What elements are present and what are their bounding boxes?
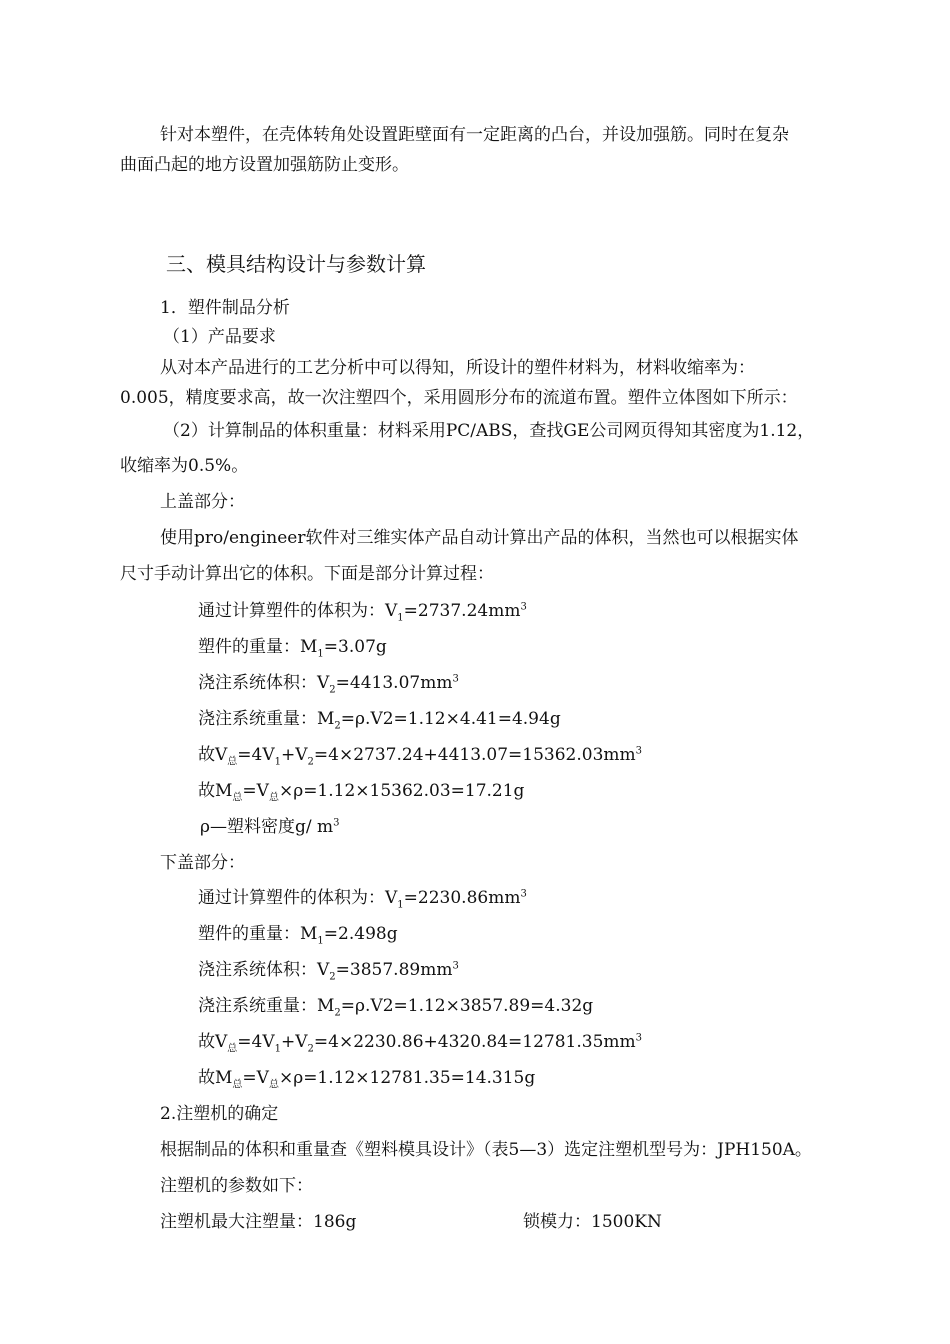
lower-total-volume: 故$V_总=4V_1+V_2=4\times 2230.86+4320.84=12781.35mm^3$ bbox=[198, 1032, 643, 1055]
paragraph-3-line-2: 尺寸手动计算出它的体积。下面是部分计算过程： bbox=[120, 564, 494, 584]
machine-selection-text: 根据制品的体积和重量查《塑料模具设计》（表5—3）选定注塑机型号为：JPH150A。 bbox=[160, 1140, 812, 1160]
upper-part-weight: 塑件的重量：$M_1=3.07g$ bbox=[198, 637, 387, 660]
paragraph-2-line-2: 收缩率为0.5%。 bbox=[120, 456, 249, 476]
paragraph-1-line-1: 从对本产品进行的工艺分析中可以得知，所设计的塑件材料为，材料收缩率为： bbox=[160, 358, 755, 378]
param-max-shot: 注塑机最大注塑量：186g bbox=[160, 1212, 357, 1232]
lower-cover-label: 下盖部分： bbox=[160, 853, 245, 873]
intro-line-2: 曲面凸起的地方设置加强筋防止变形。 bbox=[120, 155, 409, 175]
paragraph-2-line-1: （2）计算制品的体积重量：材料采用PC/ABS，查找GE公司网页得知其密度为1.12， bbox=[163, 421, 815, 441]
subsection-2-title: 2.注塑机的确定 bbox=[160, 1104, 279, 1124]
lower-runner-weight: 浇注系统重量：$M_2=\rho.V2=1.12\times 3857.89=4.32g$ bbox=[198, 996, 594, 1019]
lower-part-weight: 塑件的重量：$M_1=2.498g$ bbox=[198, 924, 398, 947]
param-clamp-force: 锁模力：1500KN bbox=[523, 1212, 662, 1232]
lower-runner-volume: 浇注系统体积：$V_2=3857.89mm^3$ bbox=[198, 960, 459, 983]
lower-part-volume: 通过计算塑件的体积为：$V_1=2230.86mm^3$ bbox=[198, 888, 527, 911]
upper-runner-volume: 浇注系统体积：$V_2=4413.07mm^3$ bbox=[198, 673, 459, 696]
density-legend: ρ—塑料密度g/ $m^3$ bbox=[200, 817, 340, 837]
subsection-1-title: 1．塑件制品分析 bbox=[160, 298, 290, 318]
upper-runner-weight: 浇注系统重量：$M_2=\rho.V2=1.12\times 4.41=4.94g$ bbox=[198, 709, 561, 732]
paragraph-1-line-2: 0.005，精度要求高，故一次注塑四个，采用圆形分布的流道布置。塑件立体图如下所示： bbox=[120, 388, 798, 408]
machine-params-intro: 注塑机的参数如下： bbox=[160, 1176, 313, 1196]
upper-total-weight: 故$M_总=V_总\times\rho=1.12\times 15362.03=17.21g$ bbox=[198, 781, 525, 804]
lower-total-weight: 故$M_总=V_总\times\rho=1.12\times 12781.35=14.315g$ bbox=[198, 1068, 536, 1091]
section-3-title: 三、模具结构设计与参数计算 bbox=[166, 252, 426, 276]
upper-cover-label: 上盖部分： bbox=[160, 492, 245, 512]
upper-total-volume: 故$V_总=4V_1+V_2=4\times 2737.24+4413.07=15362.03mm^3$ bbox=[198, 745, 643, 768]
subsection-1-1-title: （1）产品要求 bbox=[163, 327, 276, 347]
upper-part-volume: 通过计算塑件的体积为：$V_1=2737.24mm^3$ bbox=[198, 601, 527, 624]
intro-line-1: 针对本塑件，在壳体转角处设置距壁面有一定距离的凸台，并设加强筋。同时在复杂 bbox=[160, 125, 789, 145]
paragraph-3-line-1: 使用pro/engineer软件对三维实体产品自动计算出产品的体积，当然也可以根据实体 bbox=[160, 528, 799, 548]
